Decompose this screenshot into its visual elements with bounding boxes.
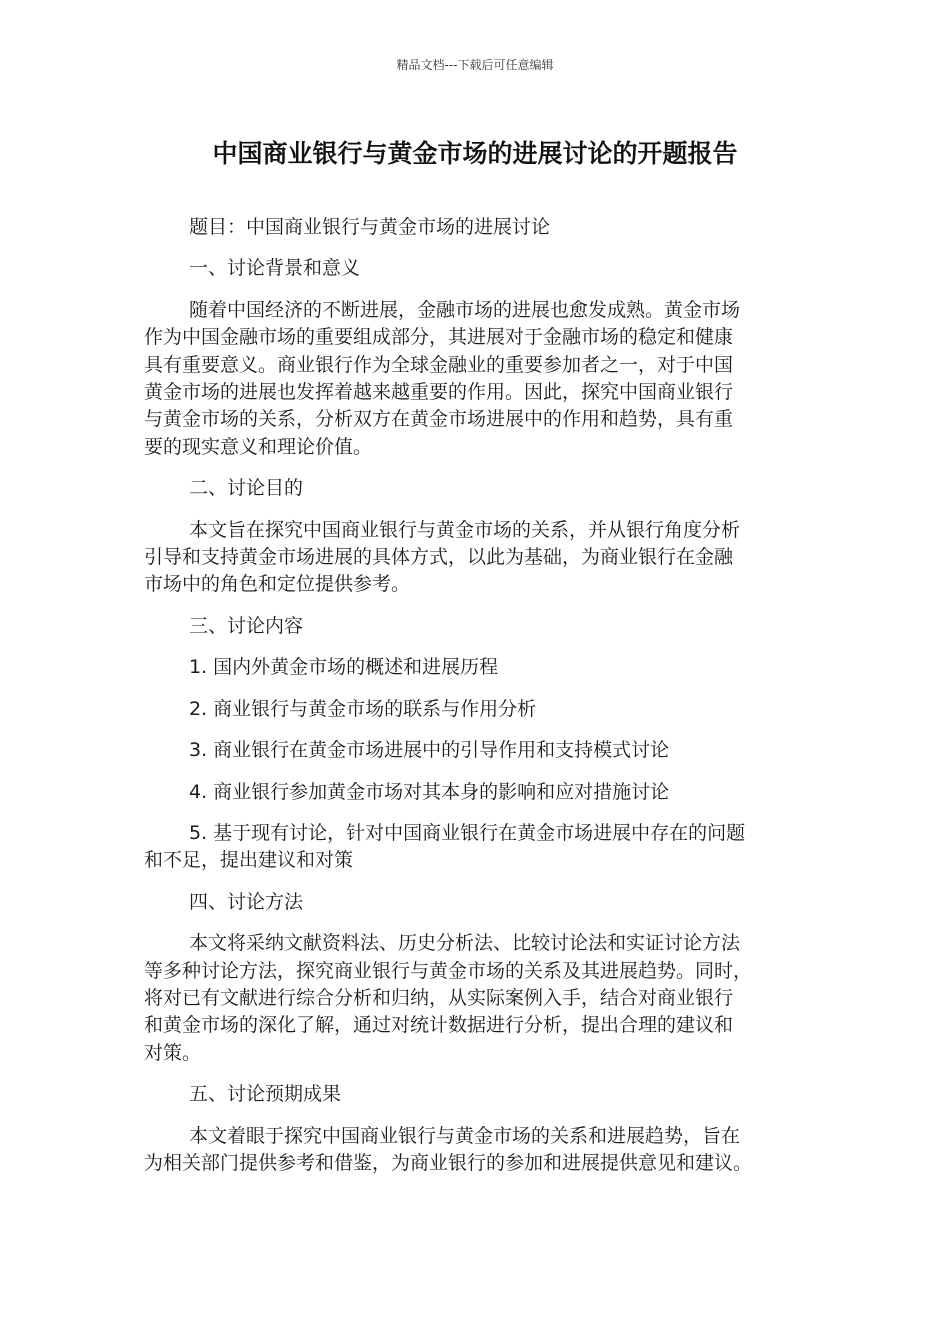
paragraph-outcomes: 本文着眼于探究中国商业银行与黄金市场的关系和进展趋势，旨在 为相关部门提供参考和借鉴，为商业银行的参加和进展提供意见和建议。 [144,1124,753,1174]
section-heading-content: 三、讨论内容 [189,614,304,637]
section-heading-background: 一、讨论背景和意义 [189,257,361,280]
paragraph-background: 随着中国经济的不断进展，金融市场的进展也愈发成熟。黄金市场 作为中国金融市场的重要组成部分，其进展对于金融市场的稳定和健康 具有重要意义。商业银行作为全球金融业的重要参加者之一，对于中国 黄金市场的进展也发挥着越来越重要的作用。因此，探究中国商业银行 与黄金市场的关系，分析双方在黄金市场进展中的作用和趋势，具有重 要的现实意义和理论价值。 [144,298,741,458]
list-item: 4. 商业银行参加黄金市场对其本身的影响和应对措施讨论 [189,780,670,803]
header-note: 精品文档---下载后可任意编辑 [396,58,554,72]
paragraph-methods: 本文将采纳文献资料法、历史分析法、比较讨论法和实证讨论方法 等多种讨论方法，探究商业银行与黄金市场的关系及其进展趋势。同时， 将对已有文献进行综合分析和归纳，从实际案例入手，结合对商业银行 和黄金市场的深化了解，通过对统计数据进行分析，提出合理的建议和 对策。 [144,932,753,1064]
list-item: 3. 商业银行在黄金市场进展中的引导作用和支持模式讨论 [189,739,670,762]
section-heading-outcomes: 五、讨论预期成果 [189,1083,342,1106]
list-item: 5. 基于现有讨论，针对中国商业银行在黄金市场进展中存在的问题 和不足，提出建议和对策 [144,821,746,872]
document-title: 中国商业银行与黄金市场的进展讨论的开题报告 [212,139,738,168]
paragraph-purpose: 本文旨在探究中国商业银行与黄金市场的关系，并从银行角度分析 引导和支持黄金市场进展的具体方式，以此为基础，为商业银行在金融 市场中的角色和定位提供参考。 [144,518,741,596]
section-heading-purpose: 二、讨论目的 [189,477,304,500]
list-item: 2. 商业银行与黄金市场的联系与作用分析 [189,697,537,720]
document-body [144,214,806,1191]
paragraph-subject: 题目：中国商业银行与黄金市场的进展讨论 [189,216,551,238]
list-item: 1. 国内外黄金市场的概述和进展历程 [189,656,499,679]
section-heading-methods: 四、讨论方法 [189,890,304,913]
